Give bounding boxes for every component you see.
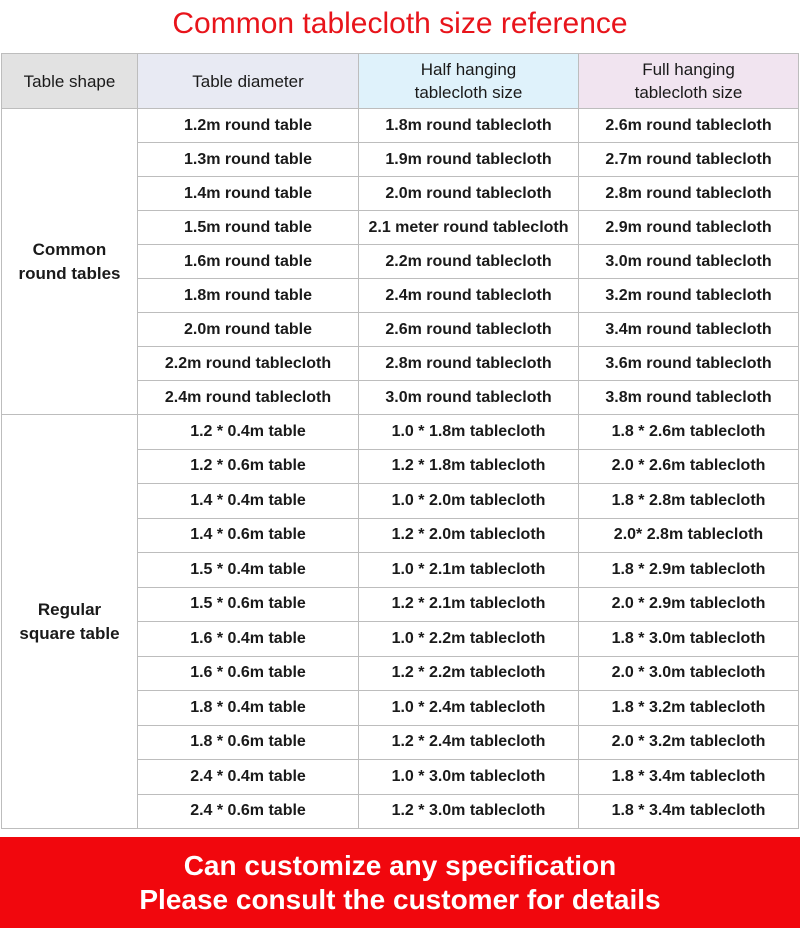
customize-banner (0, 837, 800, 928)
table-size-cell: 2.4 * 0.4m table (138, 760, 359, 795)
half-hanging-cell: 1.9m round tablecloth (359, 143, 579, 177)
half-hanging-cell: 1.8m round tablecloth (359, 109, 579, 143)
full-hanging-cell: 3.8m round tablecloth (579, 381, 799, 415)
half-hanging-cell: 1.2 * 2.2m tablecloth (359, 656, 579, 691)
half-hanging-cell: 1.0 * 1.8m tablecloth (359, 415, 579, 450)
full-hanging-cell: 2.8m round tablecloth (579, 177, 799, 211)
table-row (2, 109, 799, 143)
square-group-label-line1: Regular (37, 599, 102, 619)
banner-line1: Can customize any specification (183, 850, 617, 881)
half-hanging-cell: 2.2m round tablecloth (359, 245, 579, 279)
full-hanging-cell: 1.8 * 3.2m tablecloth (579, 691, 799, 726)
half-hanging-cell: 2.8m round tablecloth (359, 347, 579, 381)
table-size-cell: 1.3m round table (138, 143, 359, 177)
banner-line2: Please consult the customer for details (139, 884, 661, 915)
full-hanging-cell: 3.6m round tablecloth (579, 347, 799, 381)
page-title: Common tablecloth size reference (172, 7, 628, 40)
half-hanging-cell: 2.6m round tablecloth (359, 313, 579, 347)
header-table-diameter: Table diameter (138, 54, 359, 109)
header-full-line2: tablecloth size (634, 83, 743, 102)
table-row (2, 415, 799, 450)
half-hanging-cell: 3.0m round tablecloth (359, 381, 579, 415)
round-group-label-line2: round tables (18, 263, 121, 283)
full-hanging-cell: 1.8 * 2.6m tablecloth (579, 415, 799, 450)
full-hanging-cell: 1.8 * 2.9m tablecloth (579, 553, 799, 588)
table-size-cell: 1.2m round table (138, 109, 359, 143)
half-hanging-cell: 1.2 * 3.0m tablecloth (359, 794, 579, 829)
table-size-cell: 1.8 * 0.4m table (138, 691, 359, 726)
table-size-cell: 1.4 * 0.4m table (138, 484, 359, 519)
header-row (2, 54, 799, 109)
half-hanging-cell: 2.1 meter round tablecloth (359, 211, 579, 245)
table-size-cell: 1.6 * 0.4m table (138, 622, 359, 657)
full-hanging-cell: 2.0 * 2.9m tablecloth (579, 587, 799, 622)
full-hanging-cell: 3.0m round tablecloth (579, 245, 799, 279)
table-size-cell: 1.2 * 0.6m table (138, 449, 359, 484)
header-full-hanging (579, 54, 799, 109)
full-hanging-cell: 2.0 * 3.2m tablecloth (579, 725, 799, 760)
square-group-label (2, 415, 138, 829)
table-size-cell: 2.2m round tablecloth (138, 347, 359, 381)
table-size-cell: 2.4 * 0.6m table (138, 794, 359, 829)
half-hanging-cell: 2.4m round tablecloth (359, 279, 579, 313)
half-hanging-cell: 1.0 * 2.1m tablecloth (359, 553, 579, 588)
header-half-hanging (359, 54, 579, 109)
table-body (2, 109, 799, 829)
table-size-cell: 1.8 * 0.6m table (138, 725, 359, 760)
table-size-cell: 1.2 * 0.4m table (138, 415, 359, 450)
header-table-shape: Table shape (2, 54, 138, 109)
full-hanging-cell: 2.9m round tablecloth (579, 211, 799, 245)
round-group-label (2, 109, 138, 415)
full-hanging-cell: 2.0* 2.8m tablecloth (579, 518, 799, 553)
half-hanging-cell: 1.2 * 2.1m tablecloth (359, 587, 579, 622)
full-hanging-cell: 2.0 * 2.6m tablecloth (579, 449, 799, 484)
square-group-label-line2: square table (19, 623, 120, 643)
size-reference-table (1, 53, 799, 829)
half-hanging-cell: 1.2 * 1.8m tablecloth (359, 449, 579, 484)
half-hanging-cell: 1.0 * 3.0m tablecloth (359, 760, 579, 795)
header-half-line2: tablecloth size (414, 83, 523, 102)
table-size-cell: 1.8m round table (138, 279, 359, 313)
half-hanging-cell: 1.0 * 2.4m tablecloth (359, 691, 579, 726)
table-size-cell: 1.6m round table (138, 245, 359, 279)
full-hanging-cell: 2.7m round tablecloth (579, 143, 799, 177)
full-hanging-cell: 1.8 * 3.4m tablecloth (579, 794, 799, 829)
half-hanging-cell: 2.0m round tablecloth (359, 177, 579, 211)
table-size-cell: 1.4m round table (138, 177, 359, 211)
full-hanging-cell: 2.0 * 3.0m tablecloth (579, 656, 799, 691)
full-hanging-cell: 2.6m round tablecloth (579, 109, 799, 143)
round-group-label-line1: Common (32, 239, 107, 259)
table-size-cell: 1.5m round table (138, 211, 359, 245)
half-hanging-cell: 1.2 * 2.0m tablecloth (359, 518, 579, 553)
table-size-cell: 1.6 * 0.6m table (138, 656, 359, 691)
full-hanging-cell: 3.2m round tablecloth (579, 279, 799, 313)
table-size-cell: 1.5 * 0.4m table (138, 553, 359, 588)
half-hanging-cell: 1.0 * 2.2m tablecloth (359, 622, 579, 657)
table-size-cell: 1.4 * 0.6m table (138, 518, 359, 553)
table-size-cell: 1.5 * 0.6m table (138, 587, 359, 622)
full-hanging-cell: 3.4m round tablecloth (579, 313, 799, 347)
full-hanging-cell: 1.8 * 2.8m tablecloth (579, 484, 799, 519)
full-hanging-cell: 1.8 * 3.4m tablecloth (579, 760, 799, 795)
table-size-cell: 2.4m round tablecloth (138, 381, 359, 415)
half-hanging-cell: 1.0 * 2.0m tablecloth (359, 484, 579, 519)
half-hanging-cell: 1.2 * 2.4m tablecloth (359, 725, 579, 760)
header-half-line1: Half hanging (420, 60, 517, 79)
full-hanging-cell: 1.8 * 3.0m tablecloth (579, 622, 799, 657)
header-full-line1: Full hanging (642, 60, 735, 79)
table-size-cell: 2.0m round table (138, 313, 359, 347)
